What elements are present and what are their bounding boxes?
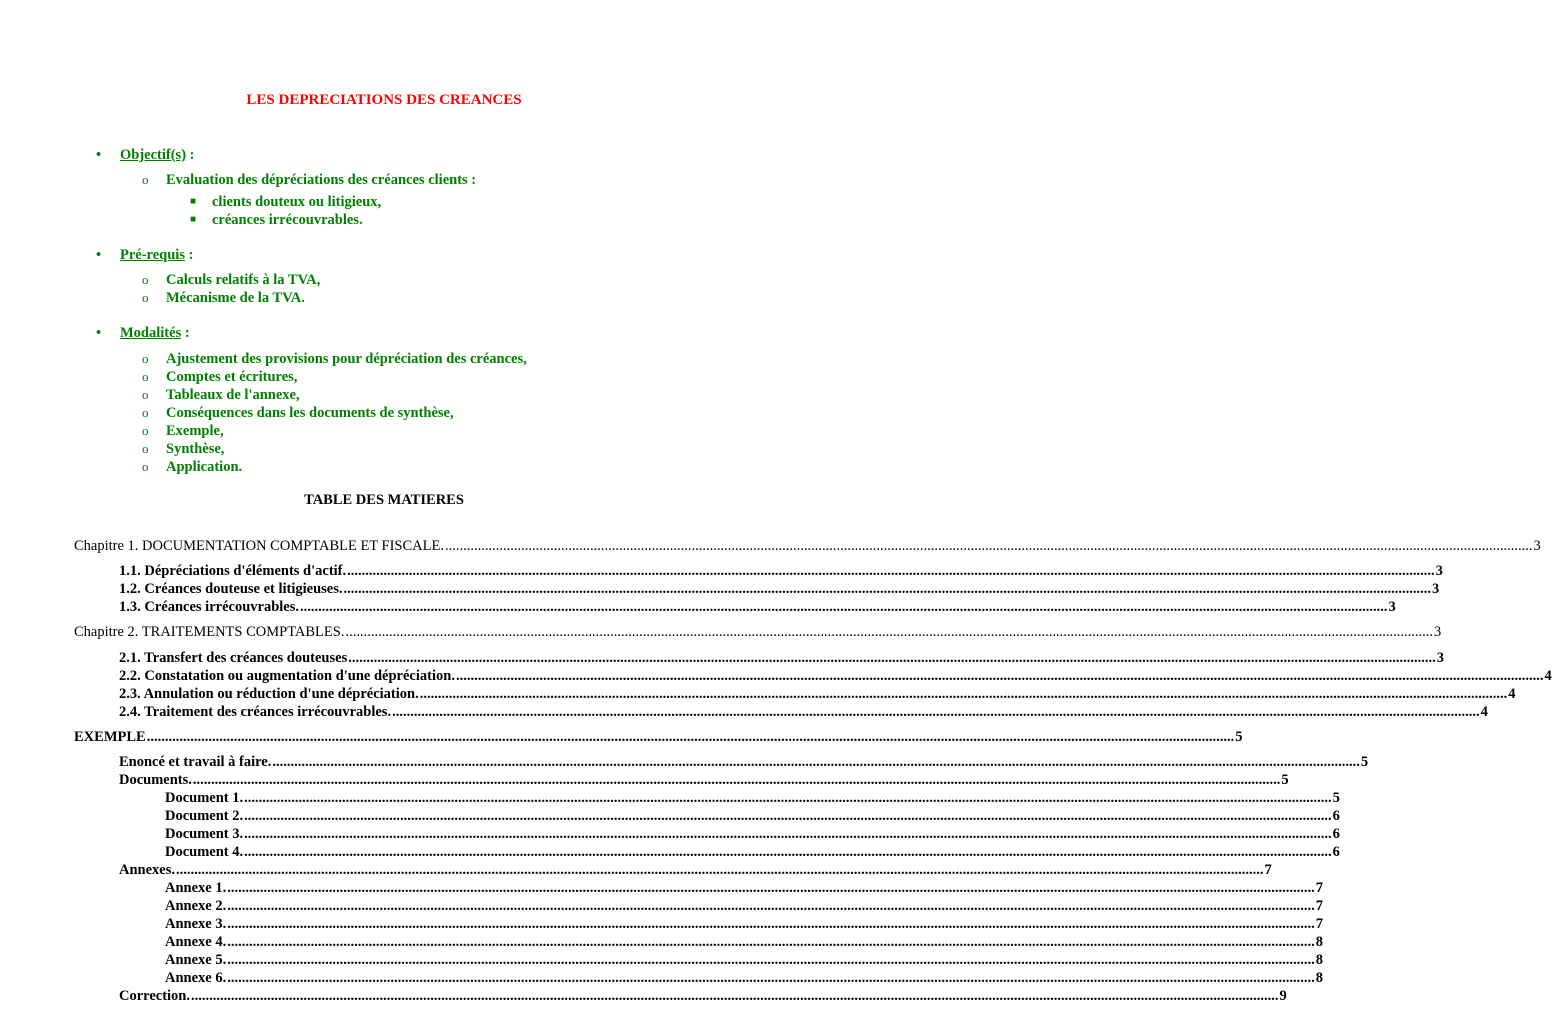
list-item: o Synthèse, (142, 441, 225, 457)
toc-leader: ............................................................................................................................................................................................................................................................................................................ (191, 988, 1279, 1004)
toc-entry[interactable]: 1.3. Créances irrécouvrables. ............................................................................................................................................................................................................................................................................................................ 3 (119, 599, 1396, 615)
toc-entry[interactable]: Annexe 1. ............................................................................................................................................................................................................................................................................................................ 7 (165, 880, 1323, 896)
toc-leader: ............................................................................................................................................................................................................................................................................................................ (244, 826, 1332, 842)
toc-leader: ............................................................................................................................................................................................................................................................................................................ (347, 563, 1435, 579)
circle-bullet-icon: o (142, 441, 149, 456)
bullet-icon: • (96, 247, 102, 263)
circle-bullet-icon: o (142, 272, 149, 287)
square-bullet-icon: ■ (190, 196, 197, 207)
toc-entry[interactable]: Annexe 3. ............................................................................................................................................................................................................................................................................................................ 7 (165, 916, 1323, 932)
toc-leader: ............................................................................................................................................................................................................................................................................................................ (444, 538, 1533, 554)
toc-leader: ............................................................................................................................................................................................................................................................................................................ (272, 754, 1360, 770)
circle-bullet-icon: o (142, 387, 149, 402)
toc-leader: ............................................................................................................................................................................................................................................................................................................ (348, 650, 1436, 666)
toc-entry[interactable]: Document 4. ............................................................................................................................................................................................................................................................................................................ 6 (165, 844, 1340, 860)
circle-bullet-icon: o (142, 405, 149, 420)
toc-leader: ............................................................................................................................................................................................................................................................................................................ (146, 729, 1235, 745)
toc-leader: ............................................................................................................................................................................................................................................................................................................ (244, 844, 1332, 860)
toc-entry-exemple[interactable]: EXEMPLE ............................................................................................................................................................................................................................................................................................................ 5 (74, 729, 1243, 745)
toc-leader: ............................................................................................................................................................................................................................................................................................................ (244, 790, 1332, 806)
list-item: ■ clients douteux ou litigieux, (190, 194, 382, 210)
toc-leader: ............................................................................................................................................................................................................................................................................................................ (227, 970, 1315, 986)
circle-bullet-icon: o (142, 172, 149, 187)
toc-leader: ............................................................................................................................................................................................................................................................................................................ (300, 599, 1388, 615)
circle-bullet-icon: o (142, 369, 149, 384)
section-objectifs: • Objectif(s) : (96, 147, 195, 163)
circle-bullet-icon: o (142, 459, 149, 474)
toc-leader: ............................................................................................................................................................................................................................................................................................................ (343, 581, 1432, 597)
section-label: Modalités (120, 325, 182, 341)
toc-leader: ............................................................................................................................................................................................................................................................................................................ (176, 862, 1264, 878)
section-modalites: • Modalités : (96, 325, 190, 341)
toc-entry[interactable]: 1.1. Dépréciations d'éléments d'actif. ............................................................................................................................................................................................................................................................................................................ 3 (119, 563, 1443, 579)
toc-title: TABLE DES MATIERES (304, 492, 464, 508)
toc-leader: ............................................................................................................................................................................................................................................................................................................ (227, 898, 1315, 914)
toc-entry[interactable]: Annexe 6. ............................................................................................................................................................................................................................................................................................................ 8 (165, 970, 1323, 986)
toc-entry[interactable]: 1.2. Créances douteuse et litigieuses. ............................................................................................................................................................................................................................................................................................................ 3 (119, 581, 1440, 597)
toc-entry[interactable]: Document 1. ............................................................................................................................................................................................................................................................................................................ 5 (165, 790, 1340, 806)
circle-bullet-icon: o (142, 290, 149, 305)
toc-entry[interactable]: Annexe 5. ............................................................................................................................................................................................................................................................................................................ 8 (165, 952, 1323, 968)
list-item: o Conséquences dans les documents de synthèse, (142, 405, 454, 421)
toc-entry[interactable]: Annexe 2. ............................................................................................................................................................................................................................................................................................................ 7 (165, 898, 1323, 914)
list-item: o Evaluation des dépréciations des créances clients : (142, 172, 477, 188)
page-title: LES DEPRECIATIONS DES CREANCES (246, 92, 522, 108)
toc-entry[interactable]: Annexe 4. ............................................................................................................................................................................................................................................................................................................ 8 (165, 934, 1323, 950)
section-label: Objectif(s) (120, 147, 187, 163)
toc-entry[interactable]: Enoncé et travail à faire. ............................................................................................................................................................................................................................................................................................................ 5 (119, 754, 1369, 770)
list-item: o Mécanisme de la TVA. (142, 290, 305, 306)
toc-entry[interactable]: 2.4. Traitement des créances irrécouvrables. ............................................................................................................................................................................................................................................................................................................ 4 (119, 704, 1488, 720)
list-item: o Comptes et écritures, (142, 369, 298, 385)
toc-entry-chapter-1[interactable]: Chapitre 1. DOCUMENTATION COMPTABLE ET FISCALE. ............................................................................................................................................................................................................................................................................................................ 3 (74, 538, 1541, 554)
square-bullet-icon: ■ (190, 214, 197, 225)
toc-leader: ............................................................................................................................................................................................................................................................................................................ (227, 880, 1315, 896)
toc-entry[interactable]: 2.3. Annulation ou réduction d'une dépréciation. ............................................................................................................................................................................................................................................................................................................ 4 (119, 686, 1516, 702)
toc-entry[interactable]: Correction. ............................................................................................................................................................................................................................................................................................................ 9 (119, 988, 1287, 1004)
bullet-icon: • (96, 147, 102, 163)
circle-bullet-icon: o (142, 423, 149, 438)
toc-entry[interactable]: Document 3. ............................................................................................................................................................................................................................................................................................................ 6 (165, 826, 1340, 842)
toc-leader: ............................................................................................................................................................................................................................................................................................................ (192, 772, 1281, 788)
section-label: Pré-requis (120, 247, 185, 263)
toc-leader: ............................................................................................................................................................................................................................................................................................................ (419, 686, 1508, 702)
section-prerequis: • Pré-requis : (96, 247, 194, 263)
list-item: o Exemple, (142, 423, 224, 439)
toc-leader: ............................................................................................................................................................................................................................................................................................................ (227, 952, 1315, 968)
list-item: o Tableaux de l'annexe, (142, 387, 300, 403)
list-item: o Calculs relatifs à la TVA, (142, 272, 321, 288)
toc-leader: ............................................................................................................................................................................................................................................................................................................ (345, 624, 1433, 640)
toc-entry[interactable]: 2.2. Constatation ou augmentation d'une dépréciation. ............................................................................................................................................................................................................................................................................................................ 4 (119, 668, 1552, 684)
list-item: o Ajustement des provisions pour dépréciation des créances, (142, 351, 527, 367)
list-item: ■ créances irrécouvrables. (190, 212, 363, 228)
toc-entry[interactable]: 2.1. Transfert des créances douteuses ............................................................................................................................................................................................................................................................................................................ 3 (119, 650, 1444, 666)
toc-leader: ............................................................................................................................................................................................................................................................................................................ (227, 934, 1315, 950)
toc-leader: ............................................................................................................................................................................................................................................................................................................ (244, 808, 1332, 824)
toc-entry[interactable]: Document 2. ............................................................................................................................................................................................................................................................................................................ 6 (165, 808, 1340, 824)
circle-bullet-icon: o (142, 351, 149, 366)
list-item: o Application. (142, 459, 243, 475)
toc-entry[interactable]: Annexes. ............................................................................................................................................................................................................................................................................................................ 7 (119, 862, 1272, 878)
toc-entry[interactable]: Documents. ............................................................................................................................................................................................................................................................................................................ 5 (119, 772, 1289, 788)
toc-entry-chapter-2[interactable]: Chapitre 2. TRAITEMENTS COMPTABLES. ............................................................................................................................................................................................................................................................................................................ 3 (74, 624, 1442, 640)
bullet-icon: • (96, 325, 102, 341)
toc-leader: ............................................................................................................................................................................................................................................................................................................ (227, 916, 1315, 932)
toc-leader: ............................................................................................................................................................................................................................................................................................................ (455, 668, 1544, 684)
toc-leader: ............................................................................................................................................................................................................................................................................................................ (392, 704, 1480, 720)
